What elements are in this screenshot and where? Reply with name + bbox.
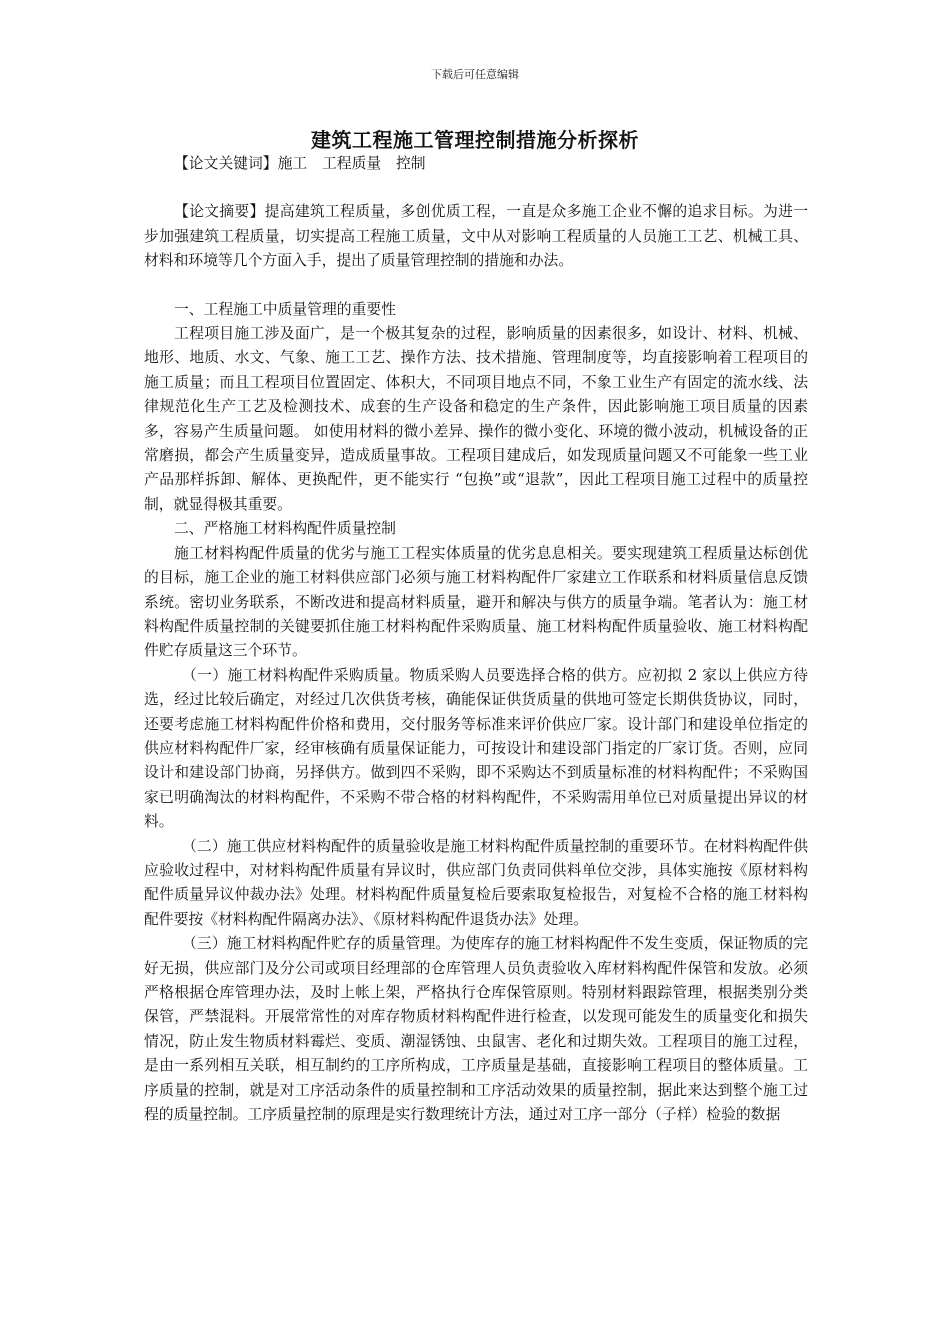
document-title: 建筑工程施工管理控制措施分析探析	[311, 128, 639, 152]
section-2-paragraph: 施工材料构配件质量的优劣与施工工程实体质量的优劣息息相关。要实现建筑工程质量达标创优的目标，施工企业的施工材料供应部门必须与施工材料构配件厂家建立工作联系和材料质量信息反馈系统。密切业务联系，不断改进和提高材料质量，避开和解决与供方的质量争端。笔者认为：施工材料构配件质量控制的关键要抓住施工材料构配件采购质量、施工材料构配件质量验收、施工材料构配件贮存质量这三个环节。	[144, 544, 808, 660]
section-1-paragraph: 工程项目施工涉及面广，是一个极其复杂的过程，影响质量的因素很多，如设计、材料、机械、地形、地质、水文、气象、施工工艺、操作方法、技术措施、管理制度等，均直接影响着工程项目的施工质量；而且工程项目位置固定、体积大，不同项目地点不同，不象工业生产有固定的流水线、法律规范化生产工艺及检测技术、成套的生产设备和稳定的生产条件，因此影响施工项目质量的因素多，容易产生质量问题。 如使用材料的微小差异、操作的微小变化、环境的微小波动，机械设备的正常磨损，都会产生质量变异，造成质量事故。工程项目建成后，如发现质量问题又不可能象一些工业产品那样拆卸、解体、更换配件，更不能实行 “包换”或“退款”，因此工程项目施工过程中的质量控制，就显得极其重要。	[144, 325, 808, 513]
keywords-line: 【论文关键词】施工 工程质量 控制	[174, 155, 426, 172]
abstract-paragraph: 【论文摘要】提高建筑工程质量，多创优质工程，一直是众多施工企业不懈的追求目标。为进一步加强建筑工程质量，切实提高工程施工质量，文中从对影响工程质量的人员施工工艺、机械工具、材料和环境等几个方面入手，提出了质量管理控制的措施和办法。	[144, 203, 808, 270]
section-1-heading: 一、工程施工中质量管理的重要性	[174, 300, 396, 318]
section-2-heading: 二、严格施工材料构配件质量控制	[174, 520, 396, 538]
section-2-subsection-2: （二）施工供应材料构配件的质量验收是施工材料构配件质量控制的重要环节。在材料构配件供应验收过程中，对材料构配件质量有异议时，供应部门负责同供料单位交涉，具体实施按《原材料构配件质量异议仲裁办法》处理。材料构配件质量复检后要索取复检报告，对复检不合格的施工材料构配件要按《材料构配件隔离办法》、《原材料构配件退货办法》处理。	[144, 837, 808, 928]
section-2-subsection-1: （一）施工材料构配件采购质量。物质采购人员要选择合格的供方。应初拟 2 家以上供应方待选，经过比较后确定，对经过几次供货考核，确能保证供货质量的供地可签定长期供货协议，同时，还要考虑施工材料构配件价格和费用，交付服务等标准来评价供应厂家。设计部门和建设单位指定的供应材料构配件厂家，经审核确有质量保证能力，可按设计和建设部门指定的厂家订货。否则，应同设计和建设部门协商，另择供方。做到四不采购，即不采购达不到质量标准的材料构配件；不采购国家已明确淘汰的材料构配件，不采购不带合格的材料构配件，不采购需用单位已对质量提出异议的材料。	[144, 666, 808, 831]
page-header-note: 下载后可任意编辑	[431, 68, 519, 81]
section-2-subsection-3: （三）施工材料构配件贮存的质量管理。为使库存的施工材料构配件不发生变质，保证物质的完好无损，供应部门及分公司或项目经理部的仓库管理人员负责验收入库材料构配件保管和发放。必须严格根据仓库管理办法，及时上帐上架，严格执行仓库保管原则。特别材料跟踪管理，根据类别分类保管，严禁混料。开展常常性的对库存物质材料构配件进行检查，以发现可能发生的质量变化和损失情况，防止发生物质材料霉烂、变质、潮湿锈蚀、虫鼠害、老化和过期失效。工程项目的施工过程，是由一系列相互关联，相互制约的工序所构成，工序质量是基础，直接影响工程项目的整体质量。工序质量的控制，就是对工序活动条件的质量控制和工序活动效果的质量控制，据此来达到整个施工过程的质量控制。工序质量控制的原理是实行数理统计方法，通过对工序一部分（子样）检验的数据	[144, 935, 808, 1124]
document-body	[144, 152, 808, 1127]
